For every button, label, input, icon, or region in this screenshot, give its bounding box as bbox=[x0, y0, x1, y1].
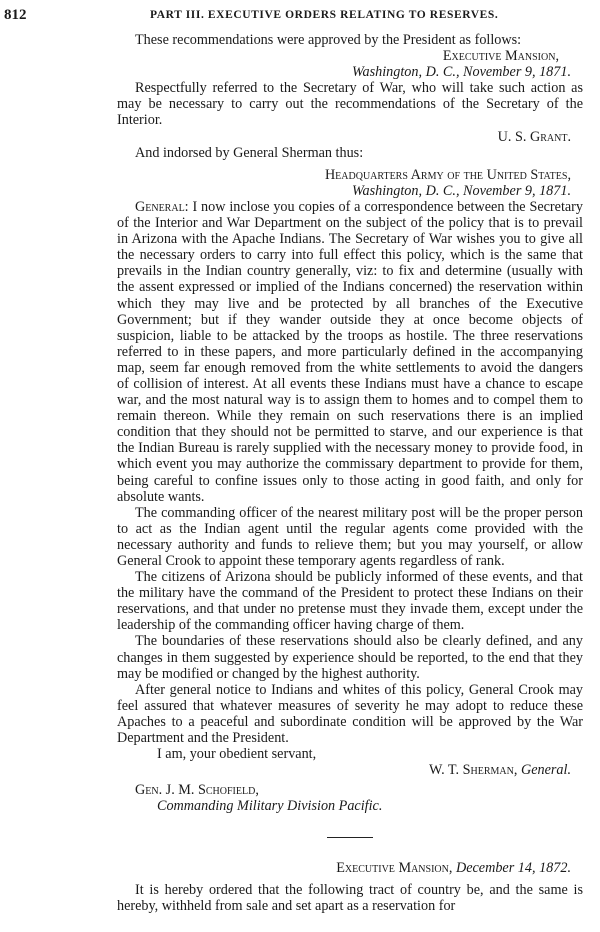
intro-paragraph: These recommendations were approved by the President as follows: bbox=[135, 32, 522, 48]
letter-paragraph-4: The boundaries of these reservations should also be clearly defined, and any changes in them suggested by experience should be reported, to the end that they may be modified or changed by the highest authority. bbox=[117, 633, 583, 682]
page-header bbox=[0, 7, 600, 27]
salutation: General: bbox=[135, 198, 189, 215]
mansion-heading-1872: Executive Mansion, December 14, 1872. bbox=[336, 859, 571, 876]
hq-dateline: Washington, D. C., November 9, 1871. bbox=[352, 182, 571, 199]
page-number: 812 bbox=[4, 7, 27, 23]
letter-paragraph-2: The commanding officer of the nearest military post will be the proper person to act as the Indian agent until the regular agents come provided with the necessary authority and funds to relieve them; but you may yourself, or allow General Crook to appoint these temporary agents regardless of rank. bbox=[117, 504, 583, 569]
indorsed-line: And indorsed by General Sherman thus: bbox=[135, 144, 364, 161]
mansion-dateline-1871: Washington, D. C., November 9, 1871. bbox=[352, 64, 571, 81]
order-paragraph: It is hereby ordered that the following tract of country be, and the same is hereby, withheld from sale and set apart as a reservation for bbox=[117, 881, 583, 914]
grant-signature: U. S. Grant. bbox=[497, 128, 571, 145]
mansion-heading-1871: Executive Mansion, bbox=[442, 48, 559, 65]
running-title: PART III. EXECUTIVE ORDERS RELATING TO RESERVES. bbox=[150, 9, 499, 21]
letter-paragraph-1: General: I now inclose you copies of a correspondence between the Secretary of the Interior and War Department on the subject of the policy that is to prevail in Arizona with the Apache Indians. The Secretary of War wishes you to give all the necessary orders to carry into full effect this policy, which is the same that prevails in the Indian country generally, viz: to fix and determine (usually with the assent expressed or implied of the Indians concerned) the reservation within which they may live and be protected by all branches of the Executive Government; but if they wander outside they at once become objects of suspicion, liable to be attacked by the troops as hostile. The three reservations referred to in these papers, and more particularly defined in the accompanying map, seem far enough removed from the white settlements to avoid the dangers of collision of interest. At all events these Indians must have a chance to escape war, and the most natural way is to assign them to homes and to compel them to remain thereon. While they remain on such reservations there is an implied condition that they should not be permitted to starve, and our experience is that the Indian Bureau is rarely supplied with the necessary money to provide food, in which event you may authorize the commissary department to provide for them, being careful to confine issues only to those acting in good faith, and only for absolute wants. bbox=[117, 198, 584, 505]
addressee-name: Gen. J. M. Schofield, bbox=[135, 782, 259, 799]
closing-line: I am, your obedient servant, bbox=[157, 746, 317, 763]
letter-paragraph-5: After general notice to Indians and whites of this policy, General Crook may feel assured that whatever measures of severity he may adopt to reduce these Apaches to a peaceful and subordinate condition will be approved by the War Department and the President. bbox=[117, 681, 583, 747]
addressee-title: Commanding Military Division Pacific. bbox=[157, 798, 383, 815]
section-divider bbox=[327, 837, 373, 838]
sherman-signature: W. T. Sherman, General. bbox=[429, 762, 571, 779]
page-body bbox=[117, 32, 583, 914]
hq-heading: Headquarters Army of the United States, bbox=[324, 166, 571, 183]
referral-paragraph: Respectfully referred to the Secretary of War, who will take such action as may be necessary to carry out the recommendations of the Secretary of the Interior. bbox=[117, 80, 583, 129]
letter-paragraph-3: The citizens of Arizona should be publicly informed of these events, and that the military have the command of the President to protect these Indians on their reservations, and that under no pretense must they invade them, except under the leadership of the commanding officer having charge of them. bbox=[117, 569, 583, 634]
